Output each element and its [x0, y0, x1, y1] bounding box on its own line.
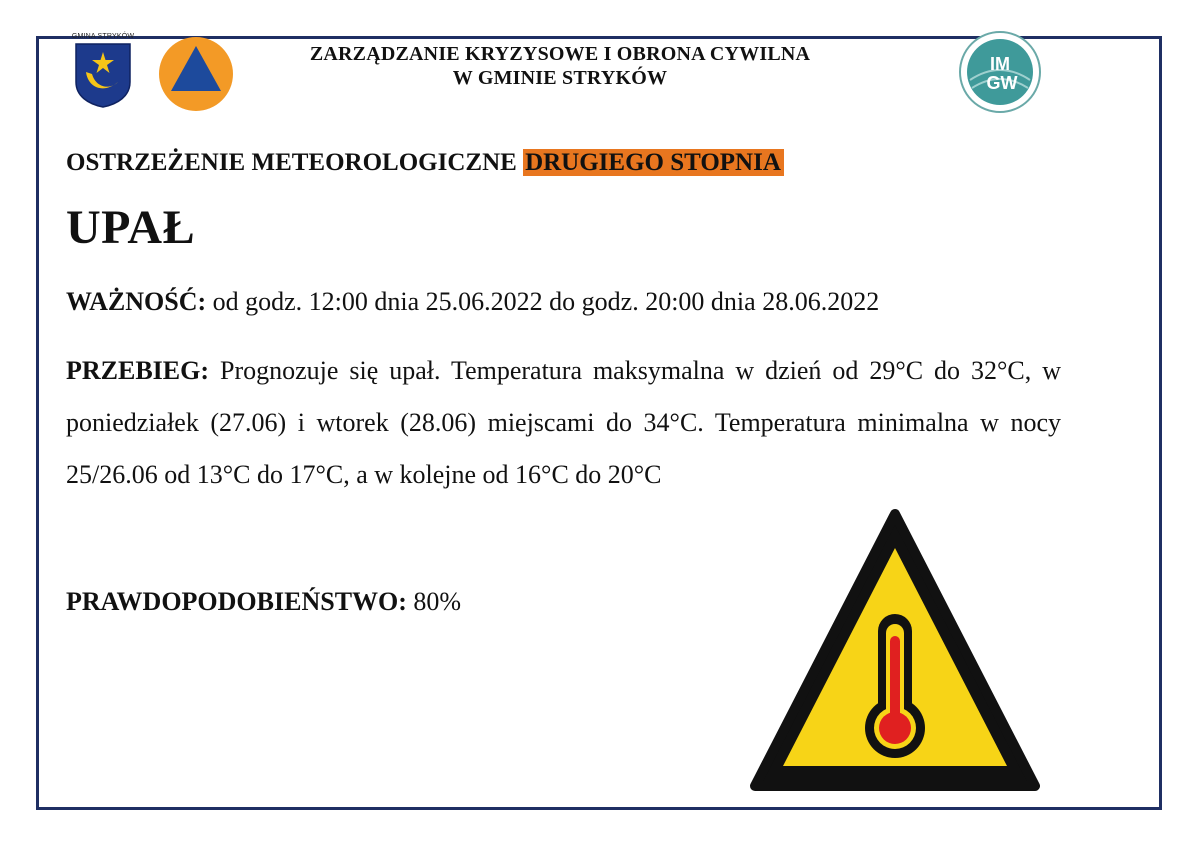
imgw-logo-text-bottom: GW: [986, 73, 1018, 93]
probability-label: PRAWDOPODOBIEŃSTWO:: [66, 587, 407, 616]
course-text: Prognozuje się upał. Temperatura maksymalna w dzień od 29°C do 32°C, w poniedziałek (27.06) i wtorek (28.06) miejscami do 34°C. Temperatura minimalna w nocy 25/26.06 od 13°C do 17°C, a w kolejne od 16°C do 20°C: [66, 356, 1061, 489]
course-label: PRZEBIEG:: [66, 356, 210, 385]
imgw-logo-text-top: IM: [990, 54, 1010, 74]
imgw-logo: [958, 30, 1042, 119]
heat-warning-sign: [745, 504, 1045, 805]
warning-level-line: [66, 148, 784, 178]
header-title-line1: ZARZĄDZANIE KRYZYSOWE I OBRONA CYWILNA: [309, 43, 811, 65]
header-title-line2: W GMINIE STRYKÓW: [452, 67, 668, 89]
validity-row: [66, 276, 879, 328]
course-row: [66, 345, 1061, 501]
civil-defence-logo: [158, 36, 234, 117]
validity-label: WAŻNOŚĆ:: [66, 287, 207, 316]
probability-row: [66, 576, 461, 628]
moon-star-coat-of-arms-icon: [74, 42, 132, 108]
warning-prefix: OSTRZEŻENIE METEOROLOGICZNE: [66, 149, 517, 176]
civil-defence-triangle-icon: [158, 36, 234, 112]
thermometer-warning-icon: [745, 504, 1045, 800]
warning-degree-badge: DRUGIEGO STOPNIA: [523, 149, 784, 176]
gmina-logo-label: GMINA STRYKÓW: [71, 33, 135, 40]
imgw-logo-icon: [958, 30, 1042, 114]
probability-value: 80%: [413, 587, 462, 616]
header-title: [260, 42, 860, 90]
phenomenon-title: UPAŁ: [66, 201, 196, 254]
validity-text: od godz. 12:00 dnia 25.06.2022 do godz. 20:00 dnia 28.06.2022: [212, 287, 880, 316]
gmina-logo: [68, 32, 138, 112]
